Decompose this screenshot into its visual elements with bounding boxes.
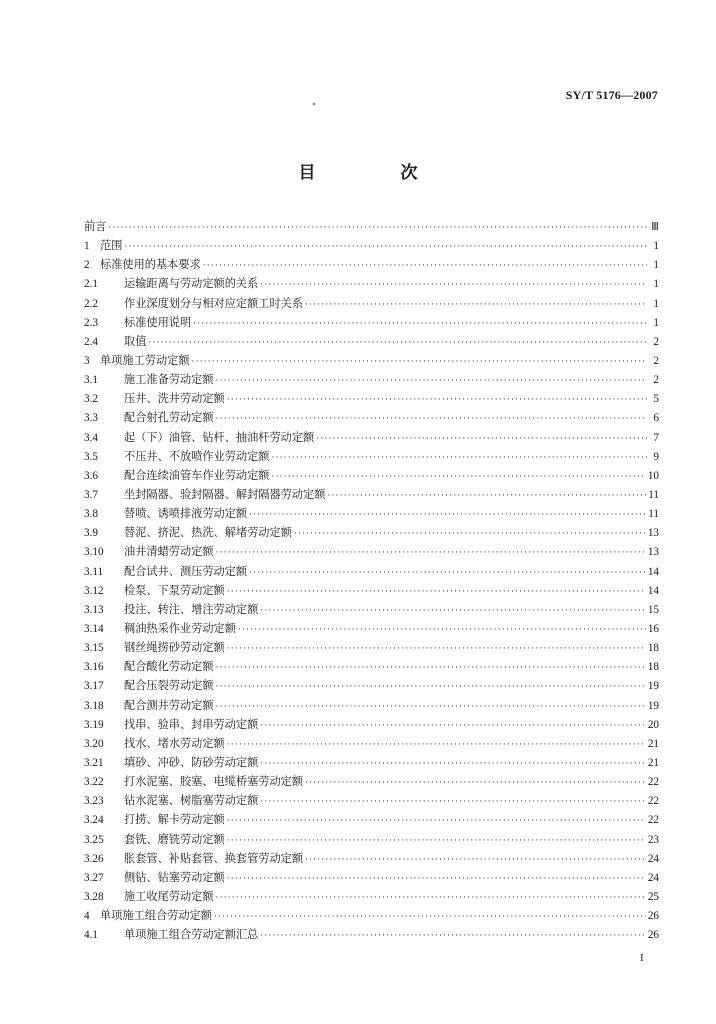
toc-entry-number: 3.11 <box>84 565 104 578</box>
toc-entry-page: 22 <box>647 814 659 827</box>
toc-entry-label: 替喷、诱喷排液劳动定额 <box>124 507 248 521</box>
toc-dot-leader <box>305 296 647 315</box>
toc-dot-leader <box>216 698 646 717</box>
toc-entry-number: 4.1 <box>84 929 98 942</box>
toc-entry-number: 3.6 <box>84 469 98 482</box>
toc-entry-label: 压井、洗井劳动定额 <box>124 392 225 406</box>
toc-entry-label: 运输距离与劳动定额的关系 <box>124 277 259 291</box>
toc-entry[interactable] <box>84 370 659 389</box>
toc-entry-page: 21 <box>647 737 659 750</box>
toc-entry[interactable] <box>84 217 659 236</box>
toc-entry-number: 3.10 <box>84 546 104 559</box>
toc-dot-leader <box>327 487 646 506</box>
toc-entry-label: 单项施工组合劳动定额汇总 <box>124 928 259 942</box>
toc-dot-leader <box>227 736 646 755</box>
toc-entry-number: 3.22 <box>84 776 104 789</box>
toc-entry[interactable] <box>84 389 659 408</box>
toc-entry-page: 18 <box>647 661 659 674</box>
toc-entry-label: 填砂、冲砂、防砂劳动定额 <box>124 755 259 769</box>
toc-entry[interactable] <box>84 638 659 657</box>
toc-entry-label: 配合酸化劳动定额 <box>124 660 214 674</box>
toc-dot-leader <box>260 755 646 774</box>
toc-entry-number: 4 <box>84 910 90 923</box>
toc-entry-number: 2.4 <box>84 335 98 348</box>
toc-entry-page: 2 <box>653 354 659 367</box>
toc-entry-number: 3.8 <box>84 508 98 521</box>
toc-entry-label: 施工收尾劳动定额 <box>124 889 214 903</box>
toc-entry-label: 范围 <box>100 239 123 253</box>
toc-dot-leader <box>316 430 647 449</box>
toc-entry-label: 套铣、磨铣劳动定额 <box>124 832 225 846</box>
toc-entry-number: 3.17 <box>84 680 104 693</box>
toc-entry[interactable] <box>84 562 659 581</box>
toc-entry-number: 3.24 <box>84 814 104 827</box>
toc-dot-leader <box>238 621 646 640</box>
toc-entry-label: 配合射孔劳动定额 <box>124 411 214 425</box>
toc-entry-page: 20 <box>647 718 659 731</box>
toc-dot-leader <box>271 449 647 468</box>
toc-entry-page: 9 <box>653 450 659 463</box>
toc-entry-label: 取值 <box>124 334 147 348</box>
toc-entry-number: 3.21 <box>84 756 104 769</box>
toc-entry-page: 25 <box>647 890 659 903</box>
toc-entry-number: 3.3 <box>84 412 98 425</box>
toc-dot-leader <box>227 640 646 659</box>
toc-entry-number: 2.1 <box>84 278 98 291</box>
toc-dot-leader <box>249 564 646 583</box>
toc-entry-label: 打捞、解卡劳动定额 <box>124 813 225 827</box>
toc-entry[interactable] <box>84 810 659 829</box>
toc-entry-page: 15 <box>647 603 659 616</box>
toc-entry[interactable] <box>84 351 659 370</box>
toc-entry[interactable] <box>84 523 659 542</box>
toc-entry-label: 配合测井劳动定额 <box>124 698 214 712</box>
toc-entry-number: 3.1 <box>84 374 98 387</box>
toc-entry[interactable] <box>84 581 659 600</box>
toc-entry[interactable] <box>84 887 659 906</box>
toc-dot-leader <box>227 812 646 831</box>
toc-entry-page: 22 <box>647 795 659 808</box>
toc-entry-page: 11 <box>648 508 659 521</box>
toc-dot-leader <box>260 793 646 812</box>
toc-entry-number: 3.4 <box>84 431 98 444</box>
toc-entry-page: 23 <box>647 833 659 846</box>
toc-entry-number: 2.3 <box>84 316 98 329</box>
toc-entry[interactable] <box>84 255 659 274</box>
toc-entry-label: 投注、转注、增注劳动定额 <box>124 602 259 616</box>
toc-entry-page: 10 <box>647 469 659 482</box>
toc-entry-number: 3.18 <box>84 699 104 712</box>
toc-entry[interactable] <box>84 619 659 638</box>
toc-entry-page: 11 <box>648 488 659 501</box>
toc-entry-number: 3.14 <box>84 622 104 635</box>
toc-entry-number: 3.26 <box>84 852 104 865</box>
toc-entry-number: 2.2 <box>84 297 98 310</box>
toc-entry[interactable] <box>84 696 659 715</box>
toc-dot-leader <box>271 468 645 487</box>
toc-dot-leader <box>294 525 646 544</box>
toc-entry-label: 施工准备劳动定额 <box>124 373 214 387</box>
toc-dot-leader <box>216 678 646 697</box>
toc-dot-leader <box>216 889 646 908</box>
toc-entry-label: 替泥、挤泥、热洗、解堵劳动定额 <box>124 526 292 540</box>
toc-entry-page: 26 <box>647 929 659 942</box>
toc-entry-number: 3.16 <box>84 661 104 674</box>
toc-entry-number: 3.19 <box>84 718 104 731</box>
toc-entry-page: 19 <box>647 699 659 712</box>
toc-entry-number: 3.7 <box>84 488 98 501</box>
scan-speck <box>313 103 315 105</box>
toc-entry[interactable] <box>84 332 659 351</box>
toc-entry-page: 2 <box>653 374 659 387</box>
toc-entry-number: 3.2 <box>84 393 98 406</box>
toc-entry-number: 3.5 <box>84 450 98 463</box>
toc-entry-page: 6 <box>653 412 659 425</box>
table-of-contents <box>84 217 659 944</box>
toc-entry-page: 2 <box>653 335 659 348</box>
toc-entry-label: 钢丝绳捞砂劳动定额 <box>124 641 225 655</box>
toc-dot-leader <box>124 238 647 257</box>
toc-entry-number: 3.27 <box>84 871 104 884</box>
toc-entry[interactable] <box>84 868 659 887</box>
toc-entry-label: 胀套管、补贴套管、换套管劳动定额 <box>124 851 304 865</box>
standard-code: SY/T 5176—2007 <box>565 88 658 102</box>
toc-entry-label: 标准使用的基本要求 <box>100 258 201 272</box>
toc-entry-page: 24 <box>647 852 659 865</box>
toc-entry-label: 配合连续油管车作业劳动定额 <box>124 468 270 482</box>
toc-entry[interactable] <box>84 849 659 868</box>
toc-title: 目 次 <box>298 163 452 183</box>
toc-entry-number: 1 <box>84 240 90 253</box>
toc-entry-label: 单项施工劳动定额 <box>100 353 190 367</box>
toc-entry-number: 3.25 <box>84 833 104 846</box>
toc-entry-number: 3.15 <box>84 642 104 655</box>
toc-entry-label: 侧钻、钻塞劳动定额 <box>124 870 225 884</box>
toc-dot-leader <box>192 353 647 372</box>
toc-entry-page: 14 <box>647 565 659 578</box>
toc-dot-leader <box>216 372 647 391</box>
toc-entry[interactable] <box>84 925 659 944</box>
toc-entry[interactable] <box>84 734 659 753</box>
toc-entry[interactable] <box>84 294 659 313</box>
toc-entry-page: 13 <box>647 527 659 540</box>
toc-entry[interactable] <box>84 753 659 772</box>
toc-entry-label: 配合压裂劳动定额 <box>124 679 214 693</box>
toc-entry-page: 26 <box>647 910 659 923</box>
toc-entry-number: 3.20 <box>84 737 104 750</box>
toc-entry-page: 21 <box>647 756 659 769</box>
toc-entry-label: 检泵、下泵劳动定额 <box>124 583 225 597</box>
toc-entry[interactable] <box>84 676 659 695</box>
toc-entry-label: 配合试井、测压劳动定额 <box>124 564 248 578</box>
toc-dot-leader <box>216 659 646 678</box>
toc-entry-label: 坐封隔器、验封隔器、解封隔器劳动定额 <box>124 487 326 501</box>
toc-dot-leader <box>260 717 646 736</box>
toc-entry[interactable] <box>84 715 659 734</box>
toc-entry[interactable] <box>84 236 659 255</box>
toc-dot-leader <box>227 583 646 602</box>
toc-entry-page: 1 <box>653 278 659 291</box>
toc-entry-label: 作业深度划分与相对应定额工时关系 <box>124 296 304 310</box>
toc-dot-leader <box>108 219 647 238</box>
toc-entry-number: 3.9 <box>84 527 98 540</box>
toc-entry-page: 24 <box>647 871 659 884</box>
toc-entry-page: 7 <box>653 431 659 444</box>
toc-dot-leader <box>260 602 646 621</box>
toc-entry-number: 3.13 <box>84 603 104 616</box>
toc-entry-label: 标准使用说明 <box>124 315 192 329</box>
toc-entry-number: 3.28 <box>84 890 104 903</box>
toc-entry-page: 16 <box>647 622 659 635</box>
toc-entry[interactable] <box>84 428 659 447</box>
toc-entry[interactable] <box>84 906 659 925</box>
toc-entry-page: 18 <box>647 642 659 655</box>
toc-entry[interactable] <box>84 504 659 523</box>
toc-dot-leader <box>203 257 647 276</box>
toc-entry[interactable] <box>84 772 659 791</box>
toc-entry-page: 1 <box>653 316 659 329</box>
toc-entry[interactable] <box>84 313 659 332</box>
toc-dot-leader <box>193 315 647 334</box>
toc-entry-number: 3.12 <box>84 584 104 597</box>
toc-entry-label: 油井清蜡劳动定额 <box>124 545 214 559</box>
toc-entry-page: 22 <box>647 776 659 789</box>
toc-entry-page: 1 <box>653 259 659 272</box>
toc-dot-leader <box>260 276 647 295</box>
toc-dot-leader <box>305 851 646 870</box>
toc-entry-number: 3.23 <box>84 795 104 808</box>
toc-entry-number: 2 <box>84 259 90 272</box>
toc-dot-leader <box>305 774 646 793</box>
toc-entry[interactable] <box>84 830 659 849</box>
toc-dot-leader <box>227 391 647 410</box>
toc-entry[interactable] <box>84 485 659 504</box>
toc-entry[interactable] <box>84 657 659 676</box>
toc-entry[interactable] <box>84 542 659 561</box>
toc-entry-label: 找水、堵水劳动定额 <box>124 736 225 750</box>
toc-entry[interactable] <box>84 466 659 485</box>
toc-entry-label: 钻水泥塞、树脂塞劳动定额 <box>124 794 259 808</box>
toc-entry-page: Ⅲ <box>651 221 659 233</box>
toc-entry[interactable] <box>84 274 659 293</box>
toc-entry-label: 稠油热采作业劳动定额 <box>124 621 236 635</box>
toc-entry-label: 前言 <box>84 220 107 233</box>
toc-entry-label: 起（下）油管、钻杆、抽油杆劳动定额 <box>124 430 315 444</box>
toc-entry[interactable] <box>84 447 659 466</box>
toc-entry-page: 5 <box>653 393 659 406</box>
toc-entry-page: 19 <box>647 680 659 693</box>
toc-entry-page: 14 <box>647 584 659 597</box>
toc-entry-label: 不压井、不放喷作业劳动定额 <box>124 449 270 463</box>
toc-dot-leader <box>148 334 647 353</box>
toc-entry-number: 3 <box>84 354 90 367</box>
toc-dot-leader <box>260 927 646 946</box>
toc-entry-label: 找串、验串、封串劳动定额 <box>124 717 259 731</box>
toc-entry-page: 1 <box>653 240 659 253</box>
toc-entry-label: 单项施工组合劳动定额 <box>100 909 212 923</box>
toc-entry-page: 13 <box>647 546 659 559</box>
toc-entry[interactable] <box>84 791 659 810</box>
toc-dot-leader <box>227 870 646 889</box>
toc-dot-leader <box>249 506 646 525</box>
toc-dot-leader <box>216 544 646 563</box>
toc-entry-page: 1 <box>653 297 659 310</box>
toc-entry[interactable] <box>84 600 659 619</box>
toc-entry[interactable] <box>84 408 659 427</box>
toc-dot-leader <box>214 908 646 927</box>
page-number: I <box>640 952 644 964</box>
toc-entry-label: 打水泥塞、胶塞、电缆桥塞劳动定额 <box>124 775 304 789</box>
